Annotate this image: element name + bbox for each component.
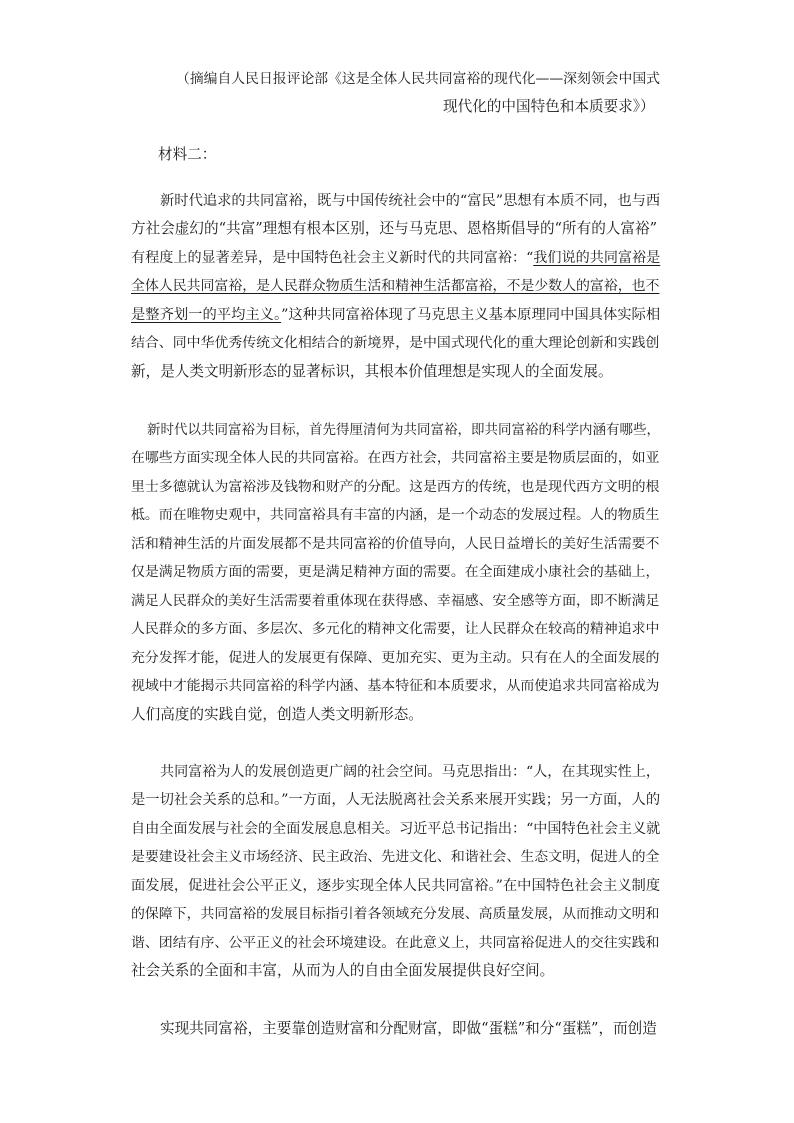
plain-text: ”这种共同富裕体现了马克思主义基本原理同中国具体实际相 <box>281 307 661 323</box>
paragraph-3-line: 共同富裕为人的发展创造更广阔的社会空间。马克思指出：“人，在其现实性上， <box>160 764 660 780</box>
paragraph-2-line: 新时代以共同富裕为目标，首先得厘清何为共同富裕，即共同富裕的科学内涵有哪些， <box>147 422 660 438</box>
paragraph-2-line: 在哪些方面实现全体人民的共同富裕。在西方社会，共同富裕主要是物质层面的，如亚 <box>131 450 660 466</box>
underlined-quote: 我们说的共同富裕是 <box>533 250 661 266</box>
paragraph-2-line: 活和精神生活的片面发展都不是共同富裕的价值导向，人民日益增长的美好生活需要不 <box>131 536 660 552</box>
paragraph-2-line: 里士多德就认为富裕涉及钱物和财产的分配。这是西方的传统，也是现代西方文明的根 <box>131 479 660 495</box>
paragraph-2-line: 视域中才能揭示共同富裕的科学内涵、基本特征和本质要求，从而使追求共同富裕成为 <box>131 678 660 694</box>
source-citation-line-1: （摘编自人民日报评论部《这是全体人民共同富裕的现代化——深刻领会中国式 <box>176 71 660 87</box>
paragraph-2-line: 人们高度的实践自觉，创造人类文明新形态。 <box>131 706 423 723</box>
paragraph-2-line: 人民群众的多方面、多层次、多元化的精神文化需要，让人民群众在较高的精神追求中 <box>131 621 660 637</box>
underlined-quote-line: 全体人民共同富裕，是人民群众物质生活和精神生活都富裕，不是少数人的富裕，也不 <box>131 278 660 294</box>
paragraph-3-line: 是一切社会关系的总和。”一方面，人无法脱离社会关系来展开实践；另一方面，人的 <box>131 792 661 808</box>
paragraph-1-line <box>131 305 660 325</box>
paragraph-2-line: 满足人民群众的美好生活需要着重体现在获得感、幸福感、安全感等方面，即不断满足 <box>131 593 660 609</box>
paragraph-3-line: 自由全面发展与社会的全面发展息息相关。习近平总书记指出：“中国特色社会主义就 <box>131 821 661 837</box>
paragraph-1-line: 新，是人类文明新形态的显著标识，其根本价值理想是实现人的全面发展。 <box>131 363 613 380</box>
plain-text: 有程度上的显著差异，是中国特色社会主义新时代的共同富裕：“ <box>131 250 534 266</box>
underlined-quote: 是整齐划一的平均主义。 <box>131 307 282 323</box>
paragraph-1-line: 结合、同中华优秀传统文化相结合的新境界，是中国式现代化的重大理论创新和实践创 <box>131 335 660 351</box>
paragraph-3-line: 谐、团结有序、公平正义的社会环境建设。在此意义上，共同富裕促进人的交往实践和 <box>131 935 660 951</box>
paragraph-2-line: 柢。而在唯物史观中，共同富裕具有丰富的内涵，是一个动态的发展过程。人的物质生 <box>131 507 660 523</box>
paragraph-3-line: 是要建设社会主义市场经济、民主政治、先进文化、和谐社会、生态文明，促进人的全 <box>131 849 660 865</box>
paragraph-2-line: 仅是满足物质方面的需要，更是满足精神方面的需要。在全面建成小康社会的基础上， <box>131 564 660 580</box>
paragraph-2-line: 充分发挥才能，促进人的发展更有保障、更加充实、更为主动。只有在人的全面发展的 <box>131 650 660 666</box>
paragraph-3-line: 社会关系的全面和丰富，从而为人的自由全面发展提供良好空间。 <box>131 962 555 979</box>
paragraph-3-line: 面发展，促进社会公平正义，逐步实现全体人民共同富裕。”在中国特色社会主义制度 <box>131 878 661 894</box>
section-label: 材料二： <box>158 146 217 163</box>
paragraph-3-line: 的保障下，共同富裕的发展目标指引着各领域充分发展、高质量发展，从而推动文明和 <box>131 906 660 922</box>
source-citation-line-2: 现代化的中国特色和本质要求》） <box>443 98 655 115</box>
paragraph-4-line: 实现共同富裕，主要靠创造财富和分配财富，即做“蛋糕”和分“蛋糕”，而创造 <box>160 1020 657 1037</box>
paragraph-1-line: 新时代追求的共同富裕，既与中国传统社会中的“富民”思想有本质不同，也与西 <box>160 193 661 209</box>
paragraph-1-line <box>131 248 660 268</box>
paragraph-1-line: 方社会虚幻的“共富”理想有根本区别，还与马克思、恩格斯倡导的“所有的人富裕” <box>131 220 658 237</box>
